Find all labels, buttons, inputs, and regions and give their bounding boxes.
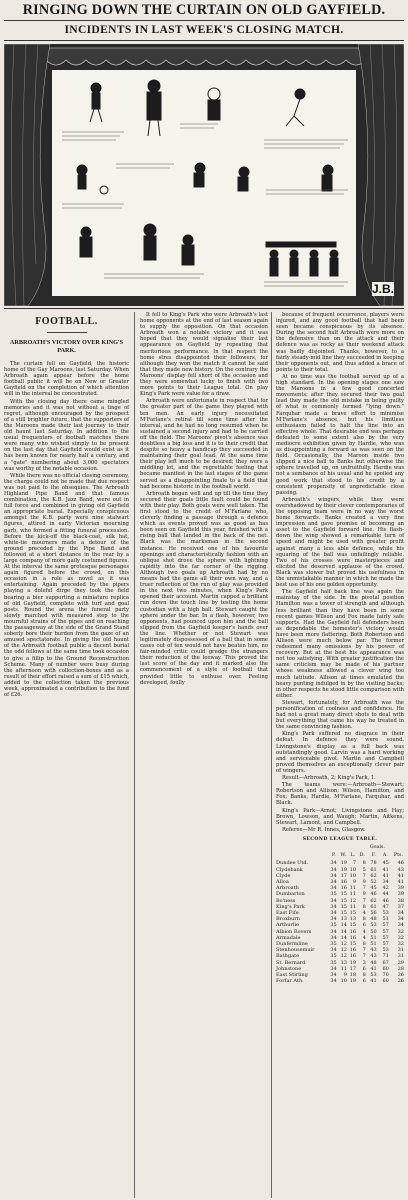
teams-kingspark: King's Park—Arnot; Livingstone and Hay; Brown, Lowson, and Waugh; Martin, Aitkens, Stewart, Lamont, and Campbell. [276,807,404,826]
paragraph: The Gayfield half back line was again the mainstay of the side. In the pivotal position Hamilton was a tower of strength and although less brilliant than they have been in some recent games Wilson and Fox made fairly safe supports. Had the Gayfield full defenders been as dependable the homester's victory would have been more flattering. Both Robertson and Allison were much below par. The former redeemed many omissions by his power of recovery. But at the best his appearance was not too satisfying. With greater justification the same criticism may be made of his partner whose weakness allowed a clever wing too much latitude. Allison at times emulated the heavy punting indulged in by the visiting backs; in other respects he stood little comparison with either. [276,589,404,699]
paragraph: Stewart, fortunately, for Arbroath was the personification of coolness and confidence. He had not a great many direct shots to deal with but everything that came his way he treated in the same convincing fashion. [276,699,404,731]
stat-cell: 12 [349,897,357,904]
stat-cell: 3 [362,959,366,966]
stat-cell: 51 [382,916,389,923]
stat-cell: 45 [382,860,389,867]
paragraph: Arbroath's wingers, while they were overshadowed by their clever contemporaries of the opposing team were in no way the worst home forwards. Banks created a very fine impression and gave promise of becoming an asset to the Gayfield forward line. His flash-down the wing showed a remarkable turn of speed and might be used with greater profit against many a less able defence, while his squaring of the ball was unfailingly reliable. Two of his crosses were masterpieces and elicited the deserved applause of the crowd. Black was slower but proved his usefulness in the unmistakable manner in which he made the best use of his one golden opportunity. [276,496,404,589]
stat-cell: 41 [382,866,389,873]
stat-cell: 15 [340,910,347,916]
stat-cell: 17 [349,965,357,972]
stat-cell: 9 [362,878,366,885]
stat-cell: 16 [349,953,357,960]
stat-cell: 7 [362,872,366,879]
stat-cell: 52 [370,878,377,885]
stat-cell: 60 [382,978,389,985]
stat-cell: 34 [330,947,337,954]
stat-cell: 57 [382,941,389,948]
stat-cell: 16 [349,928,357,935]
stat-cell: 19 [340,860,347,867]
stat-cell: 12 [340,953,347,960]
article-column-1 [4,312,129,699]
team-name-cell: Albion Rovers [276,928,312,935]
stat-cell: 41 [370,978,377,985]
stat-cell: 43 [370,953,377,960]
stat-cell: 46 [382,897,389,904]
section-rule [47,332,87,333]
stat-cell: 13 [349,916,357,923]
stat-cell: 34 [330,878,337,885]
referee-line: Referee—Mr R. Innes, Glasgow. [282,826,366,833]
stat-cell: 4 [362,928,366,935]
team-name-cell: Arbroath [276,885,299,892]
stat-cell: 34 [330,885,337,892]
stat-cell: 34 [330,903,337,910]
stat-cell: 32 [397,941,404,948]
league-header-row [276,852,404,860]
stat-cell: 71 [382,953,389,960]
stat-cell: 7 [362,947,366,954]
stat-cell: 34 [330,872,337,879]
column-header: F. [371,853,376,859]
team-name-cell: Stenhousemuir [276,947,315,954]
stat-cell: 4 [362,934,366,941]
stat-cell: 8 [362,972,366,979]
stat-cell: 28 [397,965,404,972]
league-table-body [276,860,404,984]
paragraph: At no time was the football served up of a high standard. In the opening stages one saw the Maroons in a few good concerted movements; after they secured their two goal lead they made the old mistake in being guilty of what is commonly termed "lying down." Farquhar made a brave effort to minimise M'Farlane's absence, but his limitless enthusiasm failed to halt the line into an effective whole. That desirable end was perhaps defeated to some extent also by the very mediocre exhibition given by Hardie, who was as disappointing a forward as was seen on the field. Occasionally, the Maroon inside two slipped a nice ball to Banks but otherwise the sphere travelled up, on unfruitfully. Hardie was not a sembance of his usual and he spoiled any good work that stood to his credit by a consistent propensity of unpredictable close passing. [276,373,404,496]
team-name-cell: Dumbarton [276,891,305,898]
stat-cell: 35 [330,959,337,966]
section-title: FOOTBALL. [35,316,98,327]
stat-cell: 35 [330,941,337,948]
stat-cell: 31 [397,953,404,960]
stat-cell: 34 [397,916,404,923]
stat-cell: 9 [352,878,357,885]
column-header: L. [350,853,356,859]
league-table [276,844,404,984]
column-header: Pts. [393,853,403,859]
stat-cell: 34 [397,910,404,916]
stat-cell: 47 [382,903,389,910]
stat-cell: 10 [340,978,347,985]
stat-cell: 43 [397,866,404,873]
stat-cell: 53 [370,922,377,929]
stat-cell: 51 [370,934,377,941]
stat-cell: 26 [397,978,404,985]
table-row [276,922,404,928]
stat-cell: 8 [362,903,366,910]
stat-cell: 60 [382,965,389,972]
stat-cell: 10 [349,866,357,873]
article-title: ARBROATH'S VICTORY OVER KING'S PARK. [9,339,124,354]
stat-cell: 56 [370,910,377,916]
stat-cell: 9 [362,891,366,898]
stat-cell: 15 [340,891,347,898]
team-name-cell: St. Bernard [276,959,306,966]
stat-cell: 8 [362,941,366,948]
stat-cell: 34 [330,860,337,867]
stat-cell: 18 [349,972,357,979]
paragraph: Arbroath were unfortunate in respect that for the greater part of the game they played with ten men. An early injury necessitated M'Farlane's retiral till some time after the interval, and he had no long resumed when he sustained a second injury and had to be carried off the field. The Maroons' pivot's absence was doubtless a big loss and it is to their credit that despite so heavy a handicap they succeeded in maintaining their goal lead. At the same time their play left much to be desired; they were a middling lot, and the regrettable feeling that became manifest in the last stages of the game served as a disappointing finale to a field that had become historic in the football world. [140,398,268,490]
team-name-cell: Bathgate [276,953,300,960]
article-column-3 [276,312,404,984]
stat-cell: 15 [349,922,357,929]
stat-cell: 70 [382,972,389,979]
team-name-cell: Dunfermline [276,941,308,948]
team-name-cell: Forfar Ath. [276,978,304,985]
stat-cell: 34 [330,972,337,979]
stat-cell: 57 [382,934,389,941]
stat-cell: 32 [397,928,404,935]
stat-cell: 7 [362,953,366,960]
stat-cell: 37 [397,903,404,910]
stat-cell: 19 [349,978,357,985]
stat-cell: 53 [370,972,377,979]
stat-cell: 6 [362,965,366,972]
teams-arbroath: The teams were:—Arbroath—Stewart; Robertson and Allison; Wilson, Hamilton, and Fox; Banks, Hardie, M'Farlane, Farquhar, and Black. [276,782,404,807]
subhead: INCIDENTS IN LAST WEEK'S CLOSING MATCH. [64,23,344,36]
stat-cell: 15 [340,897,347,904]
stat-cell: 6 [362,978,366,985]
table-row [276,953,404,959]
stat-cell: 61 [370,866,377,873]
stat-cell: 16 [340,878,347,885]
stat-cell: 41 [382,872,389,879]
stat-cell: 7 [362,885,366,892]
stat-cell: 34 [382,878,389,885]
stat-cell: 43 [370,947,377,954]
paragraph: It fell to King's Park who were Arbroath's last home opponents at the end of last season again to supply the opposition. On that occasion Arbroath won a notable victory and it was hoped that they would signalise their last appearance on Gayfield by repeating that meritorious performance. In that respect the home stres disappointed their followers, for although they won the match it cannot be said that they made new history. On the contrary the Maroons' display fell short of the occasion and they were somewhat lucky to finish with two more points to their League total. On play King's Park were value for a draw. [140,312,268,398]
table-row [276,978,404,984]
article-column-2 [140,312,268,687]
stat-cell: 15 [349,910,357,916]
team-name-cell: Johnstone [276,965,302,972]
team-name-cell: Bo'ness [276,897,296,904]
stat-cell: 35 [330,922,337,929]
stat-cell: 51 [370,941,377,948]
stat-cell: 31 [397,947,404,954]
table-row [276,960,404,966]
stat-cell: 46 [397,860,404,867]
stat-cell: 53 [382,910,389,916]
stat-cell: 13 [340,916,347,923]
stat-cell: 14 [340,928,347,935]
stat-cell: 26 [397,972,404,979]
paragraph: Arbroath began well and up till the time they secured their goals little fault could be found with their play. Both goals were well taken. The first stood to the credit of M'Farlane who, cleverly finding a passage through a defence which as events proved was as good as has been seen on Gayfield this year, finished with a rising ball that landed in the back of the net. Black was the marksman in the second instance. He received one of his favourite openings and characteristically fashion with an oblique shot drove the sphere with lightning rapidity into the far corner of the rigging. Although two goals up Arbroath had by no means had the game all their own way, and a truer reflection of the run of play was provided in the next two minutes, when King's Park opened their account. Martin capped a brilliant run down the touch line by testing the home custodian with a high ball. Stewart caught the sphere under the bar. In a flash, however, two opponents, had pounced upon him and the ball slipped from the Gayfield keeper's hands over the line. Whether or not Stewart was legitimately dispossessed of a ball that in some cases out of ten would not have beaten him, no fair-minded critic could grudge the strangers their reduction of the leeway. This proved the last score of the day and it marked also the commencement of a style of football that provided little to enthuse over. Feeling developed, foully [140,490,268,686]
stat-cell: 41 [397,878,404,885]
stat-cell: 6 [362,922,366,929]
headline: RINGING DOWN THE CURTAIN ON OLD GAYFIELD. [22,2,386,18]
stat-cell: 11 [340,965,347,972]
stat-cell: 48 [370,959,377,966]
stat-cell: 34 [330,965,337,972]
stat-cell: 19 [349,959,357,966]
team-name-cell: Armadale [276,934,301,941]
stat-cell: 35 [330,891,337,898]
stat-cell: 50 [370,928,377,935]
stat-cell: 61 [370,903,377,910]
column-header: A. [382,853,388,859]
stat-cell: 16 [349,934,357,941]
stat-cell: 34 [330,897,337,904]
table-row [276,898,404,904]
stat-cell: 48 [370,916,377,923]
stat-cell: 16 [340,885,347,892]
cartoon-bottom-rule [4,308,404,309]
stat-cell: 4 [362,910,366,916]
stat-cell: 8 [362,860,366,867]
table-row [276,860,404,866]
stat-cell: 39 [397,885,404,892]
stat-cell: 34 [330,928,337,935]
stat-cell: 11 [349,903,357,910]
paragraph: because of frequent occurrence, players were injured, and any good football that had been seen became conspicuous by its absence. During the second half Arbroath were more on the defensive than on the attack and their defence was as rocky as their weekend attack was badly disjointed. Thanks, however, to a fairly steady-mid line they succeeded in keeping their opponents out, and thus added a brace of points to their total. [276,312,404,373]
cartoon-illustration [4,44,404,306]
stat-cell: 11 [349,891,357,898]
team-name-cell: East Fife [276,910,299,916]
stat-cell: 32 [397,934,404,941]
table-row [276,929,404,935]
team-name-cell: Broxburn [276,916,300,923]
paragraph: King's Park suffered no disgrace in their defeat. In defence they were sound. Livingstone's display as a full back was outstandingly good. Larvin was a hard working and serviceable pivot. Martin and Campbell proved themselves an exceptionally clever pair of wingers. [276,731,404,774]
stat-cell: 67 [382,959,389,966]
stat-cell: 5 [362,866,366,873]
stat-cell: 34 [330,866,337,873]
stat-cell: 57 [382,928,389,935]
paragraph: With the closing day there came mingled memories and it was not without a tinge of regret, although encouraged by the prospect of a still brighter future, that the supporters of the Maroons made their last journey to their old haunt last Saturday. In addition to the usual frequenters of football matches there were many who wished simply to be present on the last day that Gayfield would exist as it has been known for nearly half a century, and a "gate" numbering about 3,000 spectators was worthy of the notable occasion. [4,398,129,472]
table-row [276,891,404,897]
team-name-cell: King's Park [276,903,305,910]
league-goals-header [276,844,404,852]
goals-label: Goals. [369,844,385,850]
stat-cell: 12 [340,947,347,954]
stat-cell: 14 [340,934,347,941]
stat-cell: 53 [382,947,389,954]
paragraph: While there was no official closing ceremony, the charge could not be made that due respect was not paid to the obsequies. The Arbroath Highland Pipe Band and that famous combination, the K.B. Jazz Band, were out in full force and combined in giving old Gayfield an appropriate burial. Especially conspicuous amongst the K.B. party were nine stalwart figures, attired in early Victorian mourning garb, who formed a fitting funeral procession. Before the kick-off the black-coat, silk hat, white-tie mourners made a detour of the ground preceded by the Pipe Band and followed at a short distance in the rear by a large company of more gaily costumed figures. At the interval the same grotesque personages again figured before the crowd, on this occasion in a role as novel as it was entertaining. Again preceded by the pipers playing a doleful dirge they took the field bearing a bier supporting a miniature replica of old Gayfield, complete with turf and goal posts. Round the arena the funeral party slowly marched with measured step to the mournful strains of the pipes and on reaching the passageway at the side of the Grand Stand soberly bore their burden from the gaze of an amused spectatorate. In giving the old haunt of the Arbroath football public a decent burial the odd fellows at the same time took occasion to give a fillip to the Ground Reconstruction Scheme. Many of number were busy during the afternoon with collection-boxes and as a result of their effort raised a sum of £15 which, added to the collection taken the previous week, approximated a contribution to the fund of £26. [4,472,129,699]
stat-cell: 10 [349,872,357,879]
stat-cell: 78 [370,860,377,867]
stat-cell: 45 [370,885,377,892]
stat-cell: 15 [349,941,357,948]
stat-cell: 41 [397,872,404,879]
stat-cell: 46 [370,891,377,898]
team-name-cell: Arthurlie [276,922,299,929]
stat-cell: 34 [330,934,337,941]
column-header: W. [340,853,346,859]
stat-cell: 12 [340,941,347,948]
stat-cell: 42 [382,885,389,892]
stat-cell: 38 [397,897,404,904]
stat-cell: 29 [397,959,404,966]
stat-cell: 44 [382,891,389,898]
column-rule-1 [134,312,135,1198]
stat-cell: 62 [370,897,377,904]
team-name-cell: East Stirling [276,972,308,979]
team-name-cell: Clydebank [276,866,303,873]
stat-cell: 7 [352,860,357,867]
column-header: D. [359,853,365,859]
cartoon-signature: J.B. [371,282,394,296]
stat-cell: 15 [340,903,347,910]
league-table-title: SECOND LEAGUE TABLE. [302,836,378,842]
subhead-rule [4,40,404,41]
stat-cell: 34 [397,922,404,929]
stat-cell: 7 [362,897,366,904]
stat-cell: 17 [340,872,347,879]
stat-cell: 19 [340,866,347,873]
stat-cell: 34 [330,910,337,916]
stat-cell: 41 [370,965,377,972]
stat-cell: 8 [362,916,366,923]
stat-cell: 35 [330,953,337,960]
table-row [276,867,404,873]
stat-cell: 9 [343,972,347,979]
stat-cell: 62 [370,872,377,879]
result-line: Result—Arbroath, 2; King's Park, 1. [282,775,376,782]
stat-cell: 34 [330,978,337,985]
stat-cell: 57 [382,922,389,929]
paragraph: The curtain fell on Gayfield, the historic home of the Gay Maroons, last Saturday. When Arbroath again appear before the home football public it will be on New or Greater Gayfield on the completion of which attention will in the interval be concentrated. [4,361,129,398]
stat-cell: 16 [349,947,357,954]
stat-cell: 34 [330,916,337,923]
stat-cell: 11 [349,885,357,892]
team-name-cell: Alloa [276,878,289,885]
stat-cell: 13 [340,959,347,966]
column-rule-2 [271,312,272,1198]
team-name-cell: Dundee Utd. [276,860,309,867]
stat-cell: 39 [397,891,404,898]
headline-rule [4,20,404,21]
column-header: P. [331,853,336,859]
stat-cell: 14 [340,922,347,929]
team-name-cell: Clyde [276,872,291,879]
